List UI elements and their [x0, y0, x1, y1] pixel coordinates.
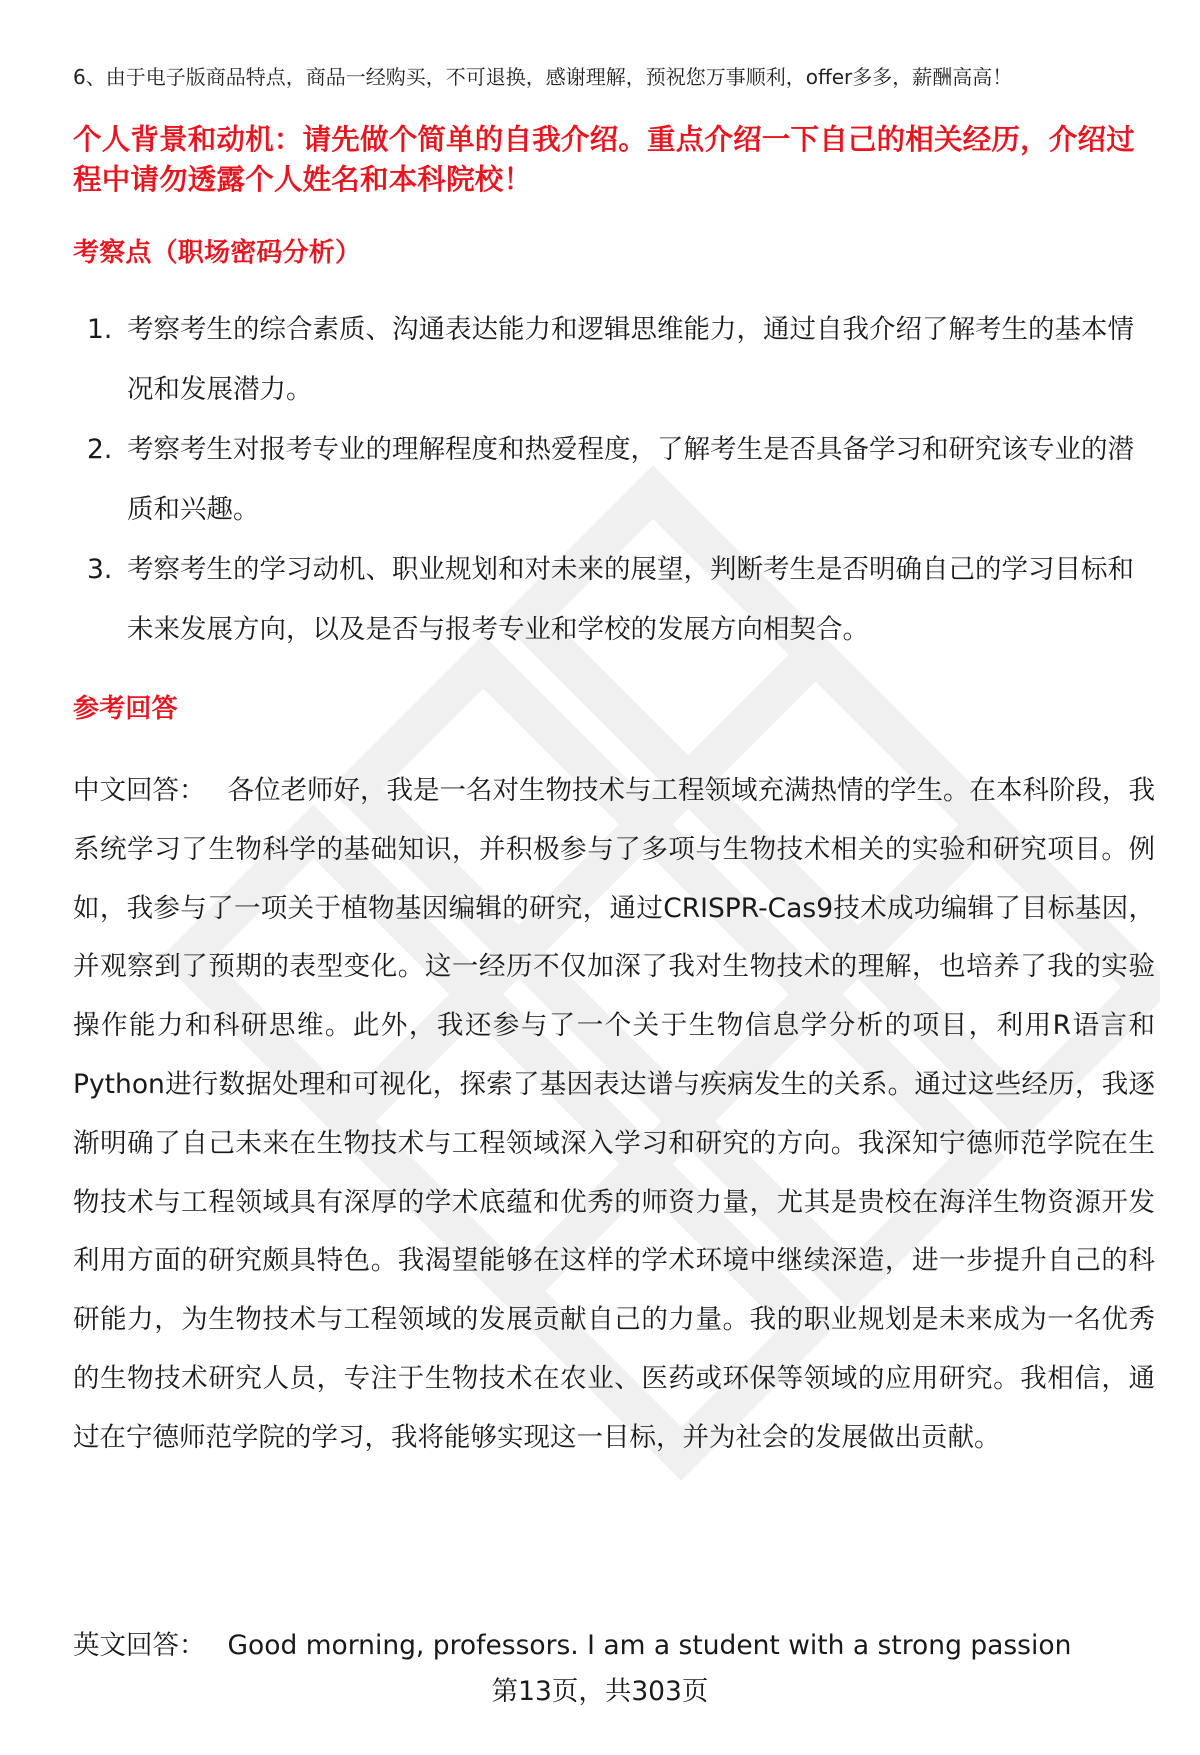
chinese-answer: [73, 762, 1155, 1468]
list-item-text: 考察考生的学习动机、职业规划和对未来的展望，判断考生是否明确自己的学习目标和未来发展方向，以及是否与报考专业和学校的发展方向相契合。: [127, 554, 1134, 645]
key-points-list: [73, 300, 1153, 660]
reference-heading: 参考回答: [73, 694, 178, 724]
page-number-footer: 第13页，共303页: [491, 1676, 709, 1707]
list-item: [73, 300, 1153, 420]
purchase-note: 6、由于电子版商品特点，商品一经购买，不可退换，感谢理解，预祝您万事顺利，offer多多，薪酬高高！: [73, 65, 1013, 89]
list-item: [73, 420, 1153, 540]
list-item-number: 1.: [87, 314, 113, 345]
english-answer-label: 英文回答：: [73, 1630, 206, 1661]
question-title: 个人背景和动机：请先做个简单的自我介绍。重点介绍一下自己的相关经历，介绍过程中请勿透露个人姓名和本科院校！: [73, 123, 1135, 196]
chinese-answer-label: 中文回答：: [73, 775, 206, 806]
list-item-text: 考察考生的综合素质、沟通表达能力和逻辑思维能力，通过自我介绍了解考生的基本情况和发展潜力。: [127, 314, 1134, 405]
chinese-answer-text: 各位老师好，我是一名对生物技术与工程领域充满热情的学生。在本科阶段，我系统学习了生物科学的基础知识，并积极参与了多项与生物技术相关的实验和研究项目。例如，我参与了一项关于植物基因编辑的研究，通过CRISPR-Cas9技术成功编辑了目标基因，并观察到了预期的表型变化。这一经历不仅加深了我对生物技术的理解，也培养了我的实验操作能力和科研思维。此外，我还参与了一个关于生物信息学分析的项目，利用R语言和Python进行数据处理和可视化，探索了基因表达谱与疾病发生的关系。通过这些经历，我逐渐明确了自己未来在生物技术与工程领域深入学习和研究的方向。我深知宁德师范学院在生物技术与工程领域具有深厚的学术底蕴和优秀的师资力量，尤其是贵校在海洋生物资源开发利用方面的研究颇具特色。我渴望能够在这样的学术环境中继续深造，进一步提升自己的科研能力，为生物技术与工程领域的发展贡献自己的力量。我的职业规划是未来成为一名优秀的生物技术研究人员，专注于生物技术在农业、医药或环保等领域的应用研究。我相信，通过在宁德师范学院的学习，我将能够实现这一目标，并为社会的发展做出贡献。: [73, 775, 1155, 1453]
list-item-text: 考察考生对报考专业的理解程度和热爱程度，了解考生是否具备学习和研究该专业的潜质和兴趣。: [127, 434, 1134, 525]
list-item-number: 2.: [87, 434, 113, 465]
key-points-heading: 考察点（职场密码分析）: [73, 238, 362, 268]
english-answer-text: Good morning, professors. I am a student with a strong passion: [227, 1630, 1072, 1661]
list-item-number: 3.: [87, 554, 113, 585]
list-item: [73, 540, 1153, 660]
english-answer: [73, 1626, 1163, 1666]
